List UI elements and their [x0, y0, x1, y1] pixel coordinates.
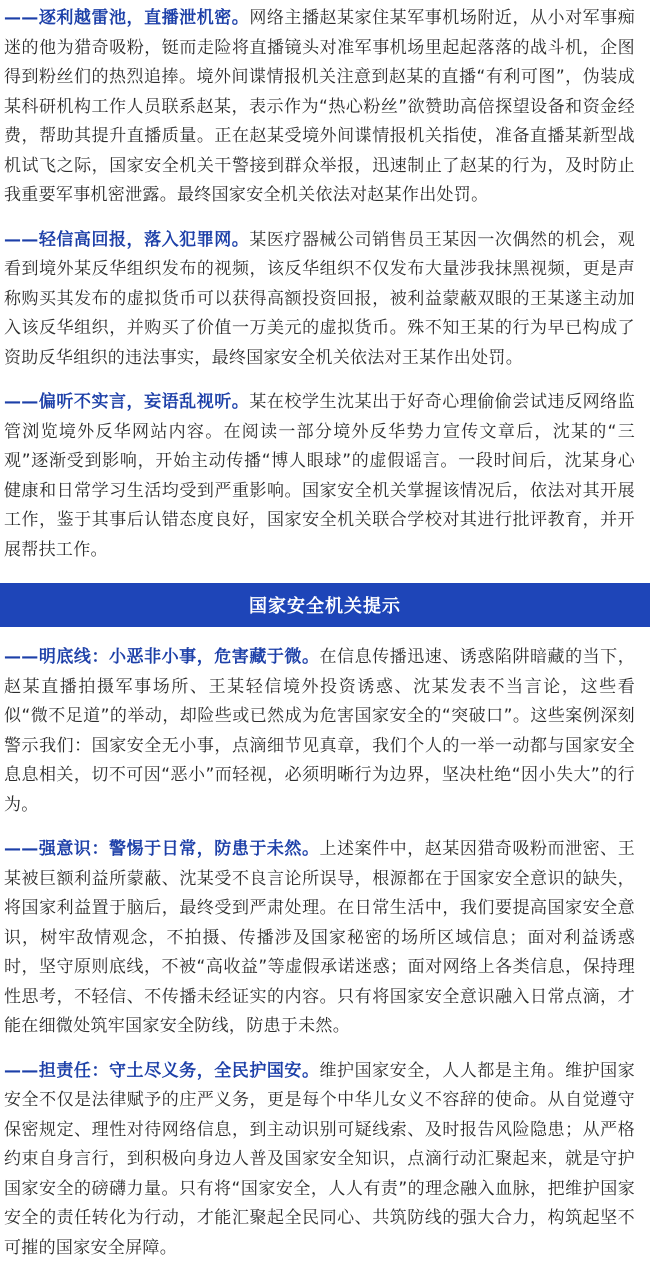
- tip-1-heading: ——明底线：小恶非小事，危害藏于微。: [4, 647, 320, 667]
- section-title: 国家安全机关提示: [249, 592, 401, 618]
- case-2-text: 某医疗器械公司销售员王某因一次偶然的机会，观看到境外某反华组织发布的视频，该反华组织不仅发布大量涉我抹黑视频，更是声称购买其发布的虚拟货币可以获得高额投资回报，被利益蒙蔽双眼的王某遂主动加入该反华组织，并购买了价值一万美元的虚拟货币。殊不知王某的行为早已构成了资助反华组织的违法事实，最终国家安全机关依法对王某作出处罚。: [4, 230, 635, 368]
- tip-1-text: 在信息传播迅速、诱惑陷阱暗藏的当下，赵某直播拍摄军事场所、王某轻信境外投资诱惑、沈某发表不当言论，这些看似“微不足道”的举动，却险些或已然成为危害国家安全的“突破口”。这些案例深刻警示我们：国家安全无小事，点滴细节见真章，我们个人的一举一动都与国家安全息息相关，切不可因“恶小”而轻视，必须明晰行为边界，坚决杜绝“因小失大”的行为。: [4, 647, 635, 815]
- tip-paragraph-2: [4, 835, 635, 1042]
- case-paragraph-3: [4, 388, 635, 565]
- case-paragraph-1: [4, 4, 635, 211]
- case-3-text: 某在校学生沈某出于好奇心理偷偷尝试违反网络监管浏览境外反华网站内容。在阅读一部分境外反华势力宣传文章后，沈某的“三观”逐渐受到影响，开始主动传播“博人眼球”的虚假谣言。一段时间后，沈某身心健康和日常学习生活均受到严重影响。国家安全机关掌握该情况后，依法对其开展工作，鉴于其事后认错态度良好，国家安全机关联合学校对其进行批评教育，并开展帮扶工作。: [4, 392, 635, 560]
- case-paragraph-2: [4, 226, 635, 374]
- tip-3-heading: ——担责任：守土尽义务，全民护国安。: [4, 1061, 320, 1081]
- tip-3-text: 维护国家安全，人人都是主角。维护国家安全不仅是法律赋予的庄严义务，更是每个中华儿女义不容辞的使命。从自觉遵守保密规定、理性对待网络信息，到主动识别可疑线索、及时报告风险隐患；从严格约束自身言行，到积极向身边人普及国家安全知识，点滴行动汇聚起来，就是守护国家安全的磅礴力量。只有将“国家安全，人人有责”的理念融入血脉，把维护国家安全的责任转化为行动，才能汇聚起全民同心、共筑防线的强大合力，构筑起坚不可摧的国家安全屏障。: [4, 1061, 635, 1258]
- tip-2-heading: ——强意识：警惕于日常，防患于未然。: [4, 839, 320, 859]
- tip-2-text: 上述案件中，赵某因猎奇吸粉而泄密、王某被巨额利益所蒙蔽、沈某受不良言论所误导，根源都在于国家安全意识的缺失，将国家利益置于脑后，最终受到严肃处理。在日常生活中，我们要提高国家安全意识，树牢敌情观念，不拍摄、传播涉及国家秘密的场所区域信息；面对利益诱惑时，坚守原则底线，不被“高收益”等虚假承诺迷惑；面对网络上各类信息，保持理性思考，不轻信、不传播未经证实的内容。只有将国家安全意识融入日常点滴，才能在细微处筑牢国家安全防线，防患于未然。: [4, 839, 635, 1036]
- tip-paragraph-3: [4, 1057, 635, 1263]
- case-2-heading: ——轻信高回报，落入犯罪网。: [4, 230, 249, 250]
- article: [0, 0, 650, 565]
- case-1-text: 网络主播赵某家住某军事机场附近，从小对军事痴迷的他为猎奇吸粉，铤而走险将直播镜头对准军事机场里起起落落的战斗机，企图得到粉丝们的热烈追捧。境外间谍情报机关注意到赵某的直播“有利可图”，伪装成某科研机构工作人员联系赵某，表示作为“热心粉丝”欲赞助高倍探望设备和资金经费，帮助其提升直播质量。正在赵某受境外间谍情报机关指使，准备直播某新型战机试飞之际，国家安全机关干警接到群众举报，迅速制止了赵某的行为，及时防止我重要军事机密泄露。最终国家安全机关依法对赵某作出处罚。: [4, 8, 635, 205]
- case-3-heading: ——偏听不实言，妄语乱视听。: [4, 392, 249, 412]
- tip-paragraph-1: [4, 643, 635, 820]
- tips-section: [0, 643, 650, 1263]
- case-1-heading: ——逐利越雷池，直播泄机密。: [4, 8, 249, 28]
- section-banner: [0, 583, 650, 627]
- cases-section: [4, 0, 635, 565]
